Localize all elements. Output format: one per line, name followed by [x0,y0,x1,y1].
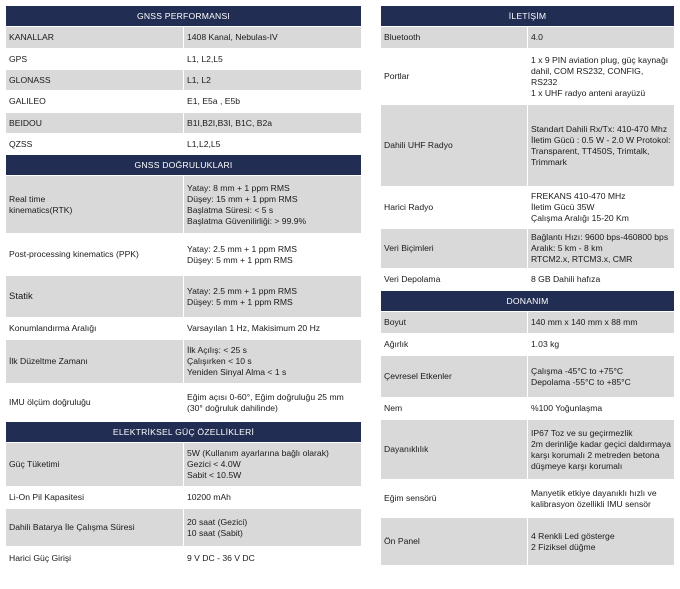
spec-value: Yatay: 2.5 mm + 1 ppm RMS Düşey: 5 mm + 1 ppm RMS [184,234,362,276]
table-row [6,340,362,384]
table-row [381,229,675,269]
spec-key: Post-processing kinematics (PPK) [6,234,184,276]
spec-key: IMU ölçüm doğruluğu [6,384,184,422]
gnss-performance-table [5,5,362,571]
table-row [6,49,362,70]
spec-value: 9 V DC - 36 V DC [184,547,362,571]
section-header-hardware: DONANIM [381,291,675,312]
table-row [6,547,362,571]
spec-value: 140 mm x 140 mm x 88 mm [528,312,675,334]
section-header-gnss-performance: GNSS PERFORMANSI [6,6,362,27]
table-row [381,334,675,356]
left-spec-column [5,5,362,571]
spec-value: L1, L2 [184,70,362,91]
spec-key: Eğim sensörü [381,480,528,518]
table-row [381,105,675,187]
spec-key: Ön Panel [381,518,528,566]
spec-value: Standart Dahili Rx/Tx: 410-470 Mhz İletim Gücü : 0.5 W - 2.0 W Protokol: Transparent, TT450S, Trimtalk, Trimmark [528,105,675,187]
spec-key: Çevresel Etkenler [381,356,528,398]
right-spec-column [380,5,675,566]
spec-key: Dahili UHF Radyo [381,105,528,187]
spec-key: KANALLAR [6,27,184,49]
table-row [6,487,362,509]
table-row [381,420,675,480]
spec-key: Güç Tüketimi [6,443,184,487]
table-row [381,398,675,420]
table-row [381,27,675,49]
communication-table [380,5,675,566]
spec-value: 4.0 [528,27,675,49]
spec-key: Konumlandırma Aralığı [6,318,184,340]
spec-value: L1, L2,L5 [184,49,362,70]
spec-key: Portlar [381,49,528,105]
spec-key: Statik [6,276,184,318]
spec-value: Yatay: 2.5 mm + 1 ppm RMS Düşey: 5 mm + 1 ppm RMS [184,276,362,318]
spec-key: Veri Depolama [381,269,528,291]
table-row [6,113,362,134]
section-header-gnss-accuracy: GNSS DOĞRULUKLARI [6,155,362,176]
spec-value: 8 GB Dahili hafıza [528,269,675,291]
table-row [381,187,675,229]
section-header-electrical: ELEKTRİKSEL GÜÇ ÖZELLİKLERİ [6,422,362,443]
spec-key: Veri Biçimleri [381,229,528,269]
spec-value: L1,L2,L5 [184,134,362,155]
table-row [6,234,362,276]
spec-key: İlk Düzeltme Zamanı [6,340,184,384]
spec-value: Varsayılan 1 Hz, Makisimum 20 Hz [184,318,362,340]
table-row [6,509,362,547]
table-row [6,91,362,113]
spec-key: Nem [381,398,528,420]
spec-value: Manyetik etkiye dayanıklı hızlı ve kalibrasyon özellikli IMU sensör [528,480,675,518]
spec-key: Li-On Pil Kapasitesi [6,487,184,509]
spec-key: Dahili Batarya İle Çalışma Süresi [6,509,184,547]
section-header-communication: İLETİŞİM [381,6,675,27]
spec-key: BEIDOU [6,113,184,134]
spec-value: FREKANS 410-470 MHz İletim Gücü 35W Çalışma Aralığı 15-20 Km [528,187,675,229]
spec-key: GPS [6,49,184,70]
spec-value: 1 x 9 PIN aviation plug, güç kaynağı dahil, COM RS232, CONFIG, RS232 1 x UHF radyo anteni arayüzü [528,49,675,105]
spec-key: QZSS [6,134,184,155]
spec-value: 1408 Kanal, Nebulas-IV [184,27,362,49]
spec-key: Ağırlık [381,334,528,356]
spec-key: Harici Radyo [381,187,528,229]
spec-value: Yatay: 8 mm + 1 ppm RMS Düşey: 15 mm + 1 ppm RMS Başlatma Süresi: < 5 s Başlatma Güvenilirliği: > 99.9% [184,176,362,234]
table-row [381,312,675,334]
table-row [6,27,362,49]
spec-value: B1I,B2I,B3I, B1C, B2a [184,113,362,134]
table-row [6,176,362,234]
spec-key: Boyut [381,312,528,334]
spec-key: Dayanıklılık [381,420,528,480]
spec-value: Bağlantı Hızı: 9600 bps-460800 bps Aralık: 5 km - 8 km RTCM2.x, RTCM3.x, CMR [528,229,675,269]
table-row [6,276,362,318]
spec-key: GALILEO [6,91,184,113]
table-row [381,356,675,398]
spec-value: IP67 Toz ve su geçirmezlik 2m derinliğe kadar geçici daldırmaya karşı korumalı 2 metreden betona düşmeye karşı korumalı [528,420,675,480]
table-row [381,269,675,291]
table-row [381,518,675,566]
spec-key: Harici Güç Girişi [6,547,184,571]
spec-value: 5W (Kullanım ayarlarına bağlı olarak) Gezici < 4.0W Sabit < 10.5W [184,443,362,487]
spec-key: GLONASS [6,70,184,91]
spec-key: Bluetooth [381,27,528,49]
spec-key: Real time kinematics(RTK) [6,176,184,234]
spec-value: %100 Yoğunlaşma [528,398,675,420]
spec-value: 10200 mAh [184,487,362,509]
spec-value: 4 Renkli Led gösterge 2 Fiziksel düğme [528,518,675,566]
spec-value: Eğim açısı 0-60°, Eğim doğruluğu 25 mm (30° doğruluk dahilinde) [184,384,362,422]
spec-value: Çalışma -45°C to +75°C Depolama -55°C to +85°C [528,356,675,398]
spec-value: 20 saat (Gezici) 10 saat (Sabit) [184,509,362,547]
table-row [6,134,362,155]
table-row [381,49,675,105]
table-row [6,318,362,340]
table-row [381,480,675,518]
table-row [6,384,362,422]
table-row [6,70,362,91]
table-row [6,443,362,487]
spec-value: İlk Açılış: < 25 s Çalışırken < 10 s Yeniden Sinyal Alma < 1 s [184,340,362,384]
spec-value: E1, E5a , E5b [184,91,362,113]
spec-value: 1.03 kg [528,334,675,356]
